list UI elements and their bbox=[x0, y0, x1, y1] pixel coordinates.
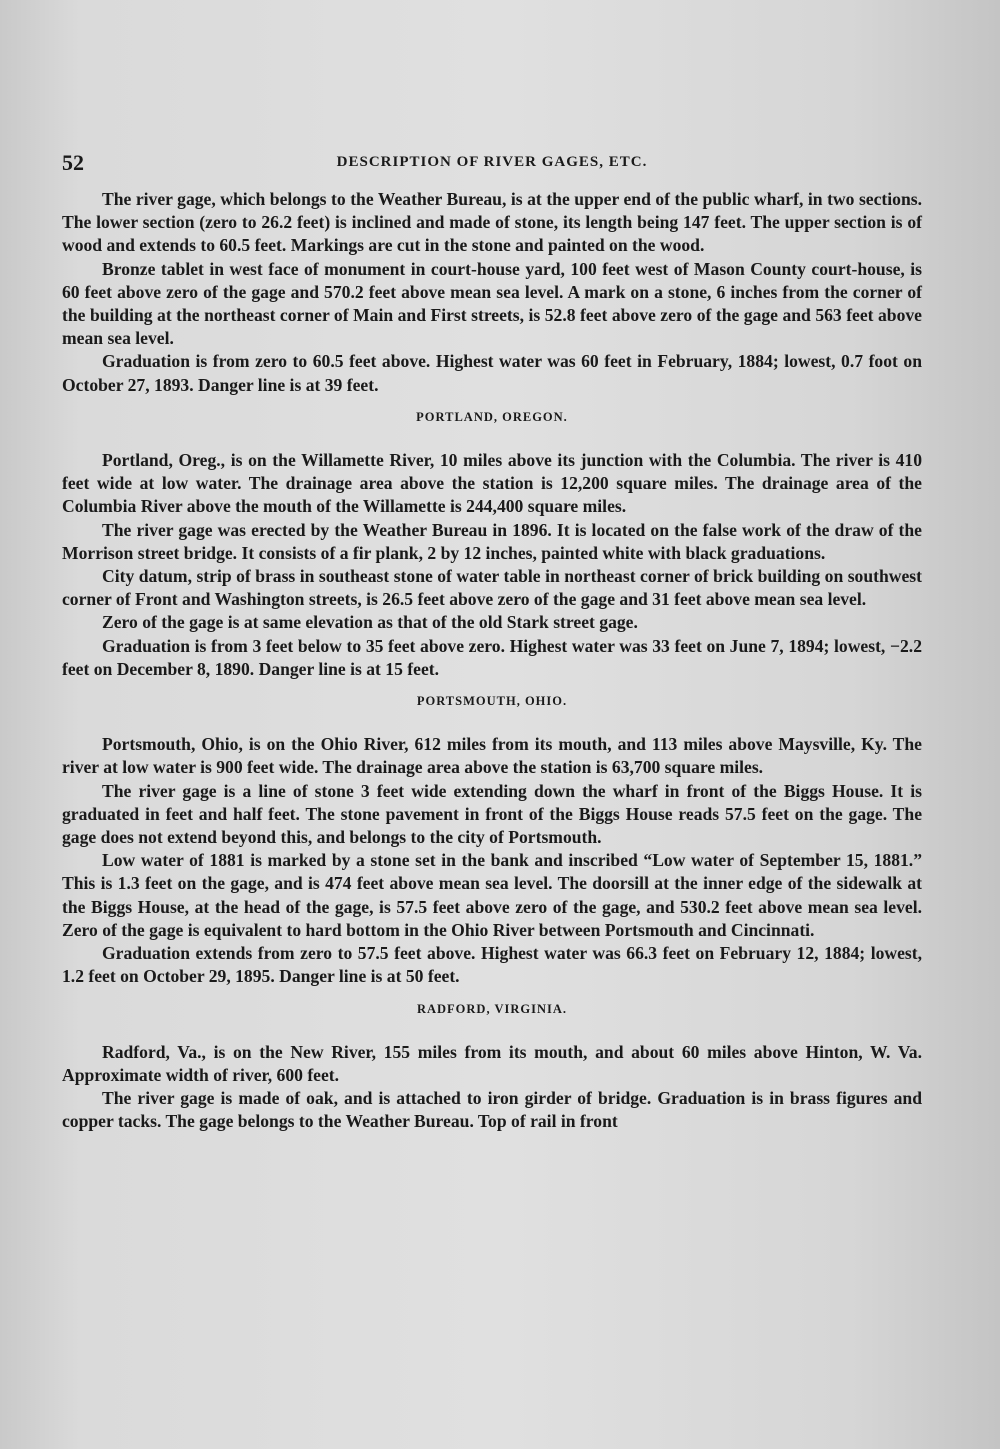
section-heading-portland: PORTLAND, OREGON. bbox=[416, 409, 568, 424]
paragraph: Graduation extends from zero to 57.5 feet above. Highest water was 66.3 feet on February 12, 1884; lowest, 1.2 feet on October 29, 1895. Danger line is at 50 feet. bbox=[62, 943, 922, 987]
paragraph: Portland, Oreg., is on the Willamette River, 10 miles above its junction with the Columbia. The river is 410 feet wide at low water. The drainage area above the station is 12,200 square miles. The drainage area of the Columbia River above the mouth of the Willamette is 244,400 square miles. bbox=[62, 450, 922, 517]
paragraph: Low water of 1881 is marked by a stone set in the bank and inscribed “Low water of September 15, 1881.” This is 1.3 feet on the gage, and is 474 feet above mean sea level. The doorsill at the inner edge of the sidewalk at the Biggs House, at the head of the gage, is 57.5 feet above zero of the gage, and 530.2 feet above mean sea level. Zero of the gage is equivalent to hard bottom in the Ohio River between Portsmouth and Cincinnati. bbox=[62, 850, 922, 940]
paragraph: Graduation is from 3 feet below to 35 feet above zero. Highest water was 33 feet on June 7, 1894; lowest, −2.2 feet on December 8, 1890. Danger line is at 15 feet. bbox=[62, 635, 922, 679]
paragraph: Graduation is from zero to 60.5 feet above. Highest water was 60 feet in February, 1884; lowest, 0.7 foot on October 27, 1893. Danger line is at 39 feet. bbox=[62, 351, 922, 395]
page-header bbox=[62, 150, 922, 178]
paragraph: Radford, Va., is on the New River, 155 miles from its mouth, and about 60 miles above Hinton, W. Va. Approximate width of river, 600 feet. bbox=[62, 1041, 922, 1085]
running-head: DESCRIPTION OF RIVER GAGES, ETC. bbox=[336, 154, 648, 170]
paragraph: The river gage is a line of stone 3 feet wide extending down the wharf in front of the Biggs House. It is graduated in feet and half feet. The stone pavement in front of the Biggs House reads 57.5 feet on the gage. The gage does not extend beyond this, and belongs to the city of Portsmouth. bbox=[62, 780, 922, 848]
paragraph: City datum, strip of brass in southeast stone of water table in northeast corner of brick building on southwest corner of Front and Washington streets, is 26.5 feet above zero of the gage and 31 feet above mean sea level. bbox=[62, 566, 922, 610]
paragraph: The river gage, which belongs to the Weather Bureau, is at the upper end of the public wharf, in two sections. The lower section (zero to 26.2 feet) is inclined and made of stone, its length being 147 feet. The upper section is of wood and extends to 60.5 feet. Markings are cut in the stone and painted on the wood. bbox=[62, 189, 922, 256]
paragraph: The river gage was erected by the Weather Bureau in 1896. It is located on the false work of the draw of the Morrison street bridge. It consists of a fir plank, 2 by 12 inches, painted white with black graduations. bbox=[62, 519, 922, 563]
paragraph: Portsmouth, Ohio, is on the Ohio River, 612 miles from its mouth, and 113 miles above Maysville, Ky. The river at low water is 900 feet wide. The drainage area above the station is 63,700 square miles. bbox=[62, 734, 922, 778]
section-heading-radford: RADFORD, VIRGINIA. bbox=[416, 1001, 568, 1016]
page-number: 52 bbox=[62, 150, 84, 175]
section-heading-portsmouth: PORTSMOUTH, OHIO. bbox=[416, 694, 568, 709]
paragraph: The river gage is made of oak, and is attached to iron girder of bridge. Graduation is in brass figures and copper tacks. The gage belongs to the Weather Bureau. Top of rail in front bbox=[62, 1088, 922, 1132]
page-body bbox=[62, 188, 922, 1134]
paragraph: Bronze tablet in west face of monument in court-house yard, 100 feet west of Mason County court-house, is 60 feet above zero of the gage and 570.2 feet above mean sea level. A mark on a stone, 6 inches from the corner of the building at the northeast corner of Main and First streets, is 52.8 feet above zero of the gage and 563 feet above mean sea level. bbox=[62, 258, 922, 349]
paragraph: Zero of the gage is at same elevation as that of the old Stark street gage. bbox=[102, 612, 638, 633]
